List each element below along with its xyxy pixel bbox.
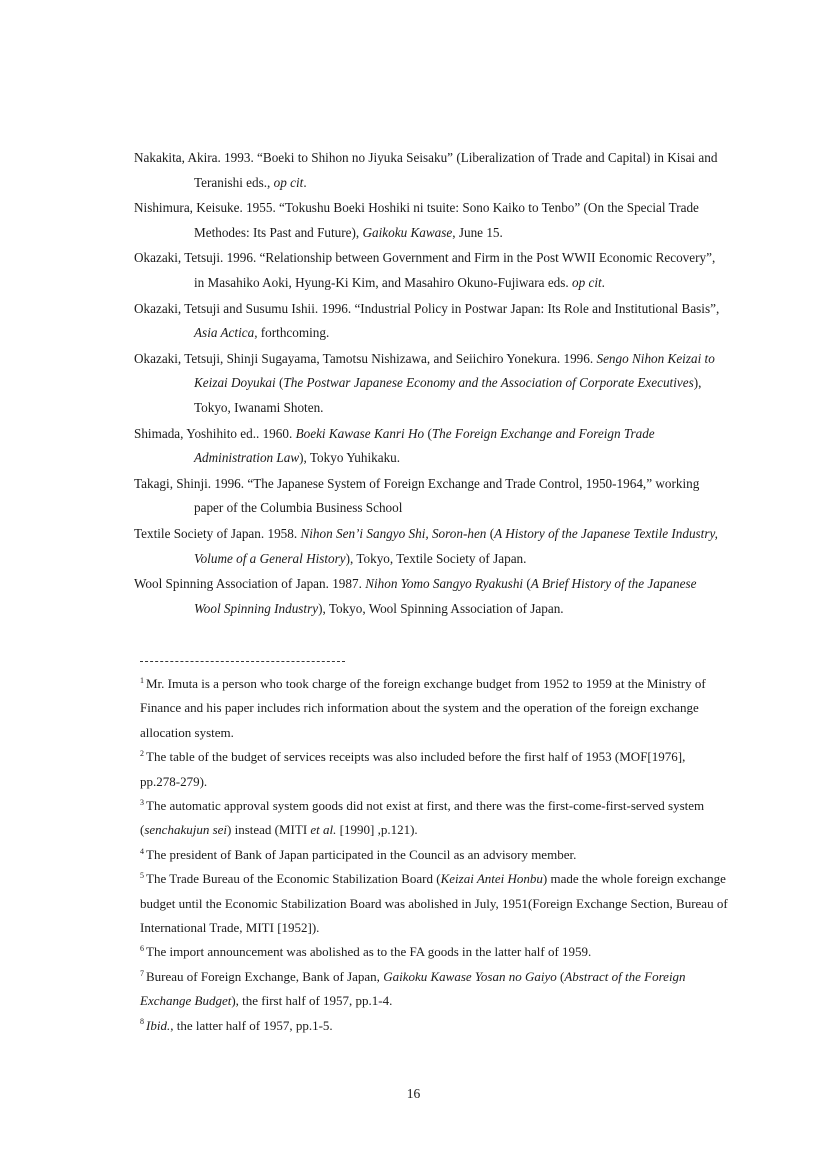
footnote-number: 3 (140, 797, 144, 807)
footnote: $^7$ Bureau of Foreign Exchange, Bank of Japan, Gaikoku Kawase Yosan no Gaiyo (Abstract of the Foreign Exchange Budget), the first half of 1957, pp.1-4. (140, 968, 686, 1009)
footnote-number: 6 (140, 944, 144, 954)
footnote: $^8$ Ibid., the latter half of 1957, pp.1-5. (140, 1017, 333, 1033)
reference-entry: Shimada, Yoshihito ed.. 1960. Boeki Kawase Kanri Ho (The Foreign Exchange and Foreign Trade Administration Law), Tokyo Yuhikaku. (134, 425, 655, 466)
reference-entry: Okazaki, Tetsuji, Shinji Sugayama, Tamotsu Nishizawa, and Seiichiro Yonekura. 1996. Sengo Nihon Keizai to Keizai Doyukai (The Postwar Japanese Economy and the Association of Corporate Executives), Tokyo, Iwanami Shoten. (134, 350, 715, 415)
footnote: $^5$ The Trade Bureau of the Economic Stabilization Board (Keizai Antei Honbu) made the whole foreign exchange budget until the Economic Stabilization Board was abolished in July, 1951(Foreign Exchange Section, Bureau of International Trade, MITI [1952]). (140, 870, 728, 936)
footnote: $^4$ The president of Bank of Japan participated in the Council as an advisory member. (140, 846, 577, 862)
reference-entry: Okazaki, Tetsuji and Susumu Ishii. 1996. “Industrial Policy in Postwar Japan: Its Role and Institutional Basis”, Asia Actica, forthcoming. (134, 300, 720, 341)
footnote-number: 7 (140, 968, 144, 978)
footnotes (140, 672, 728, 1038)
footnote-number: 8 (140, 1017, 144, 1027)
reference-entry: Nakakita, Akira. 1993. “Boeki to Shihon no Jiyuka Seisaku” (Liberalization of Trade and Capital) in Kisai and Teranishi eds., op cit. (134, 150, 718, 190)
footnote-number: 1 (140, 675, 144, 685)
reference-entry: Okazaki, Tetsuji. 1996. “Relationship between Government and Firm in the Post WWII Economic Recovery”, in Masahiko Aoki, Hyung-Ki Kim, and Masahiro Okuno-Fujiwara eds. op cit. (134, 250, 716, 290)
page-number: 16 (406, 1086, 421, 1101)
footnote: $^3$ The automatic approval system goods did not exist at first, and there was the first-come-first-served system (senchakujun sei) instead (MITI et al. [1990] ,p.121). (140, 797, 705, 838)
reference-entry: Nishimura, Keisuke. 1955. “Tokushu Boeki Hoshiki ni tsuite: Sono Kaiko to Tenbo” (On the Special Trade Methodes: Its Past and Future), Gaikoku Kawase, June 15. (134, 200, 699, 240)
footnote: $^2$ The table of the budget of services receipts was also included before the first half of 1953 (MOF[1976], pp.278-279). (140, 748, 686, 789)
footnote: $^6$ The import announcement was abolished as to the FA goods in the latter half of 1959. (140, 944, 592, 960)
footnote-number: 2 (140, 748, 144, 758)
reference-entry: Wool Spinning Association of Japan. 1987. Nihon Yomo Sangyo Ryakushi (A Brief History of the Japanese Wool Spinning Industry), Tokyo, Wool Spinning Association of Japan. (134, 576, 697, 616)
footnote: $^1$ Mr. Imuta is a person who took charge of the foreign exchange budget from 1952 to 1959 at the Ministry of Finance and his paper includes rich information about the system and the operation of the foreign exchange allocation system. (140, 675, 706, 740)
reference-entry: Takagi, Shinji. 1996. “The Japanese System of Foreign Exchange and Trade Control, 1950-1964,” working paper of the Columbia Business School (134, 475, 700, 516)
reference-entry: Textile Society of Japan. 1958. Nihon Sen’i Sangyo Shi, Soron-hen (A History of the Japanese Textile Industry, Volume of a General History), Tokyo, Textile Society of Japan. (134, 525, 718, 566)
footnote-number: 5 (140, 870, 144, 880)
footnote-number: 4 (140, 846, 144, 856)
footnote-separator (140, 661, 345, 663)
reference-list (134, 146, 724, 622)
